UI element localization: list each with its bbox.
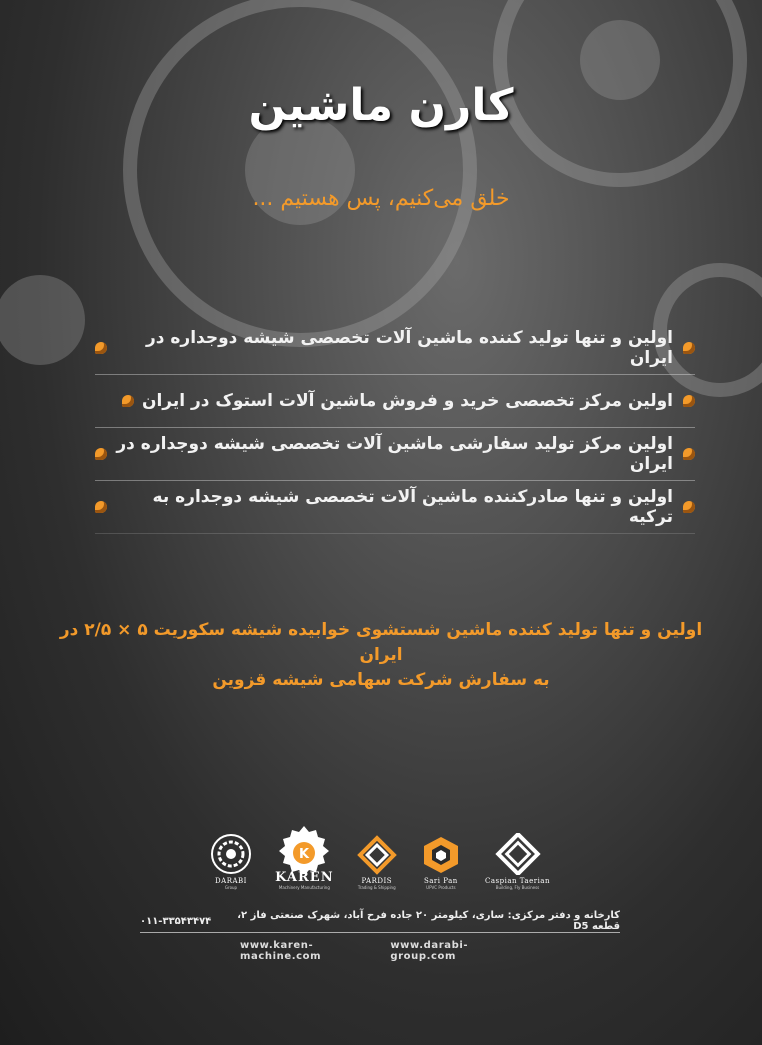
logo-name: Caspian Taerian [485, 877, 550, 885]
logo-subtitle: Group [224, 885, 238, 890]
karen-logo-icon [275, 824, 333, 874]
highlight-statement [40, 618, 722, 693]
claims-list [95, 322, 695, 534]
website-link-darabi[interactable]: www.darabi-group.com [390, 940, 469, 962]
sari-pan-logo-icon [420, 835, 462, 875]
bullet-icon [683, 448, 695, 460]
pardis-logo [357, 835, 397, 890]
bullet-icon [683, 501, 695, 513]
bullet-icon [683, 342, 695, 354]
darabi-logo [210, 833, 252, 890]
contact-address-bar [140, 910, 620, 933]
karen-logo [275, 824, 333, 890]
claim-text: اولین مرکز تخصصی خرید و فروش ماشین آلات استوک در ایران [141, 391, 673, 411]
claim-text: اولین و تنها تولید کننده ماشین آلات تخصصی شیشه دوجداره در ایران [145, 328, 673, 368]
claim-item [95, 322, 695, 375]
logo-subtitle: Building, Fly Business [495, 885, 540, 890]
bullet-icon [95, 448, 107, 460]
logo-name: DARABI [215, 877, 247, 885]
caspian-logo [485, 833, 550, 890]
caspian-tazehan-logo-icon [493, 833, 543, 875]
logo-name: PARDIS [361, 877, 393, 885]
claim-item [95, 481, 695, 534]
logo-subtitle: Trading & Shipping [357, 885, 396, 890]
bullet-icon [95, 501, 107, 513]
highlight-line-1: اولین و تنها تولید کننده ماشین شستشوی خوابیده شیشه سکوریت ۵ × ۲/۵ در ایران [59, 620, 703, 665]
phone-number: ۰۱۱-۳۳۵۴۳۴۷۴ [140, 915, 212, 927]
logo-subtitle: Machinery Manufacturing [278, 885, 330, 890]
claim-item [95, 428, 695, 481]
brand-title: کارن ماشین [248, 80, 514, 131]
claim-item [95, 375, 695, 428]
darabi-logo-icon [210, 833, 252, 875]
pardis-logo-icon [357, 835, 397, 875]
bullet-icon [122, 395, 134, 407]
logo-subtitle: UPVC Products [426, 885, 456, 890]
websites [240, 940, 530, 962]
claim-text: اولین مرکز تولید سفارشی ماشین آلات تخصصی شیشه دوجداره در ایران [116, 434, 673, 474]
logo-name: Sari Pan [423, 877, 458, 885]
bullet-icon [95, 342, 107, 354]
address-text: کارخانه و دفتر مرکزی: ساری، کیلومتر ۲۰ جاده فرح آباد، شهرک صنعتی فاز ۲، قطعه D5 [237, 910, 620, 932]
slogan: خلق می‌کنیم، پس هستیم ... [252, 186, 510, 211]
svg-text:K: K [299, 847, 310, 862]
bullet-icon [683, 395, 695, 407]
logo-name: KAREN [275, 870, 334, 885]
website-link-karen[interactable]: www.karen-machine.com [240, 940, 322, 962]
claim-text: اولین و تنها صادرکننده ماشین آلات تخصصی شیشه دوجداره به ترکیه [152, 487, 673, 527]
partner-logos [210, 820, 550, 890]
highlight-line-2: به سفارش شرکت سهامی شیشه قزوین [212, 670, 550, 690]
sari-pan-logo [420, 835, 462, 890]
